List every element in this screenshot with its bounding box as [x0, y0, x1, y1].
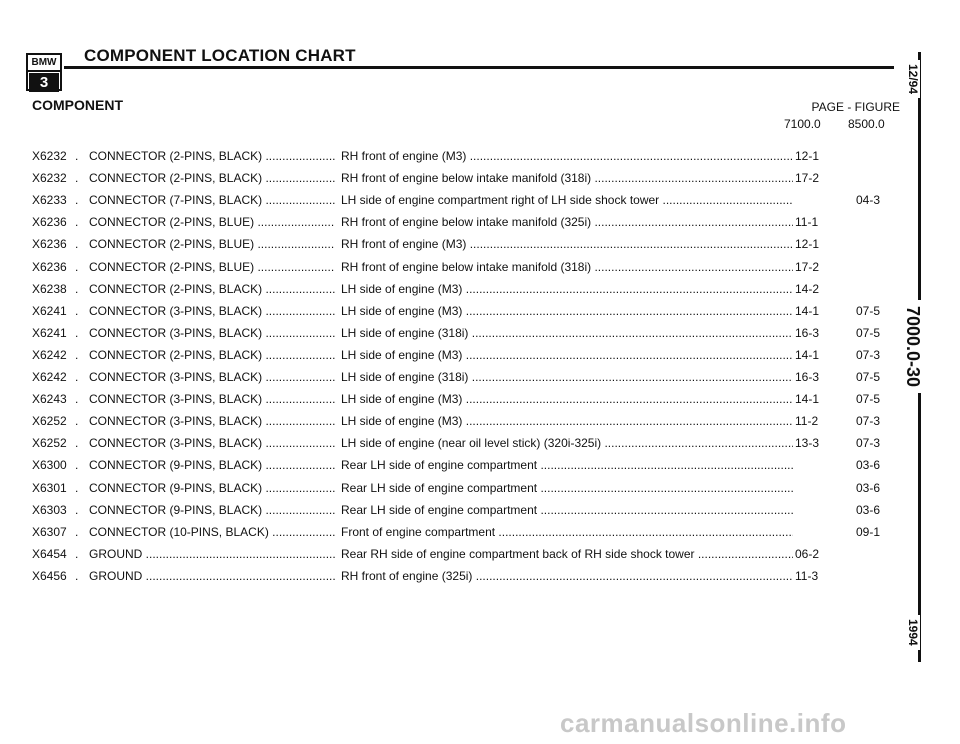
component-name: CONNECTOR (3-PINS, BLACK) ..... [89, 300, 335, 322]
component-id: X6232 [32, 149, 67, 163]
component-name: CONNECTOR (2-PINS, BLUE) ..... [89, 211, 335, 233]
table-row [0, 565, 900, 587]
separator-dot: . [75, 524, 79, 539]
page-title: COMPONENT LOCATION CHART [84, 46, 356, 65]
component-location: RH front of engine (M3) ..... [341, 145, 793, 167]
component-location: RH front of engine below intake manifold (318i) ..... [341, 256, 793, 278]
component-id: X6303 [32, 502, 67, 517]
component-id: X6252 [32, 436, 67, 451]
figure-number: 03-6 [856, 458, 881, 473]
component-name: CONNECTOR (2-PINS, BLACK) ..... [89, 167, 335, 189]
component-id: X6301 [32, 480, 67, 495]
separator-dot: . [75, 414, 79, 429]
component-name: CONNECTOR (3-PINS, BLACK) ..... [89, 366, 335, 388]
figure-number: 03-6 [856, 502, 881, 517]
component-name: CONNECTOR (2-PINS, BLUE) ..... [89, 233, 335, 255]
page-number: 14-1 [795, 388, 831, 410]
page-number: 12-1 [795, 233, 831, 255]
separator-dot: . [75, 502, 79, 517]
side-year: 1994 [906, 615, 920, 650]
component-location: LH side of engine (M3) ..... [341, 344, 793, 366]
table-row [0, 189, 900, 211]
component-name: CONNECTOR (10-PINS, BLACK) ..... [89, 521, 335, 543]
component-id: X6454 [32, 546, 67, 561]
table-row [0, 322, 900, 344]
separator-dot: . [75, 436, 79, 451]
component-name: CONNECTOR (2-PINS, BLACK) ..... [89, 145, 335, 167]
page-number: 11-3 [795, 565, 831, 587]
component-location: RH front of engine (M3) ..... [341, 233, 793, 255]
component-name: CONNECTOR (3-PINS, BLACK) ..... [89, 322, 335, 344]
component-location: RH front of engine below intake manifold (325i) ..... [341, 211, 793, 233]
component-location: LH side of engine (near oil level stick) (320i-325i) ..... [341, 432, 793, 454]
component-id: X6300 [32, 458, 67, 473]
page-number: 13-3 [795, 432, 831, 454]
component-location: LH side of engine (318i) ..... [341, 366, 793, 388]
component-id: X6233 [32, 193, 67, 208]
page-number: 11-2 [795, 410, 831, 432]
component-name: CONNECTOR (9-PINS, BLACK) ..... [89, 477, 335, 499]
table-row [0, 388, 900, 410]
page-number: 16-3 [795, 322, 831, 344]
component-id: X6232 [32, 171, 67, 186]
page-reference: 7100.0 [784, 117, 821, 131]
page-number: 14-1 [795, 300, 831, 322]
page-number: 12-1 [795, 145, 831, 167]
component-location: RH front of engine (325i) ..... [341, 565, 793, 587]
component-id: X6236 [32, 259, 67, 274]
table-row [0, 344, 900, 366]
component-location: RH front of engine below intake manifold (318i) ..... [341, 167, 793, 189]
component-location: LH side of engine (318i) ..... [341, 322, 793, 344]
component-location: Rear LH side of engine compartment ..... [341, 499, 793, 521]
logo-brand: BMW [28, 55, 60, 72]
figure-number: 09-1 [856, 524, 881, 539]
figure-number: 04-3 [856, 193, 881, 208]
separator-dot: . [75, 458, 79, 473]
table-row [0, 543, 900, 565]
component-name: GROUND ..... [89, 543, 335, 565]
separator-dot: . [75, 193, 79, 208]
table-row [0, 278, 900, 300]
component-location: Rear RH side of engine compartment back of RH side shock tower ..... [341, 543, 793, 565]
table-row [0, 167, 900, 189]
component-location: Front of engine compartment ..... [341, 521, 793, 543]
side-page-code: 7000.0-30 [902, 300, 923, 393]
table-row [0, 300, 900, 322]
component-id: X6236 [32, 215, 67, 230]
separator-dot: . [75, 392, 79, 407]
component-name: CONNECTOR (2-PINS, BLUE) ..... [89, 256, 335, 278]
side-date: 12/94 [906, 60, 920, 98]
component-location: Rear LH side of engine compartment ..... [341, 477, 793, 499]
separator-dot: . [75, 237, 79, 252]
separator-dot: . [75, 568, 79, 583]
separator-dot: . [75, 303, 79, 318]
component-id: X6242 [32, 347, 67, 362]
component-id: X6456 [32, 568, 67, 583]
table-row [0, 256, 900, 278]
watermark: carmanualsonline.info [560, 708, 847, 738]
separator-dot: . [75, 370, 79, 384]
component-location: LH side of engine (M3) ..... [341, 278, 793, 300]
separator-dot: . [75, 215, 79, 230]
separator-dot: . [75, 149, 79, 163]
table-row [0, 454, 900, 476]
component-name: CONNECTOR (9-PINS, BLACK) ..... [89, 499, 335, 521]
component-location: Rear LH side of engine compartment ..... [341, 454, 793, 476]
table-row [0, 521, 900, 543]
component-name: CONNECTOR (3-PINS, BLACK) ..... [89, 432, 335, 454]
component-name: GROUND ..... [89, 565, 335, 587]
component-column-header: COMPONENT [32, 97, 123, 113]
component-location: LH side of engine (M3) ..... [341, 388, 793, 410]
component-location: LH side of engine (M3) ..... [341, 410, 793, 432]
component-location: LH side of engine (M3) ..... [341, 300, 793, 322]
table-row [0, 432, 900, 454]
component-id: X6252 [32, 414, 67, 429]
separator-dot: . [75, 546, 79, 561]
table-row [0, 145, 900, 167]
page-number: 14-2 [795, 278, 831, 300]
table-row [0, 366, 900, 388]
separator-dot: . [75, 171, 79, 186]
table-row [0, 499, 900, 521]
page-figure-header: PAGE - FIGURE [811, 100, 900, 114]
page-number: 11-1 [795, 211, 831, 233]
page-number: 17-2 [795, 256, 831, 278]
separator-dot: . [75, 347, 79, 362]
table-row [0, 233, 900, 255]
figure-number: 07-3 [856, 436, 881, 451]
component-name: CONNECTOR (3-PINS, BLACK) ..... [89, 388, 335, 410]
component-id: X6243 [32, 392, 67, 407]
logo-series: 3 [29, 73, 59, 92]
component-name: CONNECTOR (3-PINS, BLACK) ..... [89, 410, 335, 432]
figure-reference: 8500.0 [848, 117, 885, 131]
table-row [0, 477, 900, 499]
component-name: CONNECTOR (9-PINS, BLACK) ..... [89, 454, 335, 476]
figure-number: 03-6 [856, 480, 881, 495]
page-number: 06-2 [795, 543, 831, 565]
page-number: 16-3 [795, 366, 831, 388]
separator-dot: . [75, 259, 79, 274]
component-location: LH side of engine compartment right of LH side shock tower ..... [341, 189, 793, 211]
title-rule [64, 66, 894, 69]
page-number: 17-2 [795, 167, 831, 189]
component-id: X6238 [32, 281, 67, 296]
table-row [0, 211, 900, 233]
figure-number: 07-3 [856, 347, 881, 362]
component-name: CONNECTOR (7-PINS, BLACK) ..... [89, 189, 335, 211]
figure-number: 07-5 [856, 370, 881, 384]
bmw-logo [26, 53, 62, 91]
separator-dot: . [75, 281, 79, 296]
component-id: X6236 [32, 237, 67, 252]
page-number: 14-1 [795, 344, 831, 366]
component-id: X6241 [32, 303, 67, 318]
figure-number: 07-5 [856, 303, 881, 318]
component-name: CONNECTOR (2-PINS, BLACK) ..... [89, 344, 335, 366]
component-name: CONNECTOR (2-PINS, BLACK) ..... [89, 278, 335, 300]
component-id: X6241 [32, 325, 67, 340]
component-id: X6307 [32, 524, 67, 539]
figure-number: 07-3 [856, 414, 881, 429]
figure-number: 07-5 [856, 325, 881, 340]
figure-number: 07-5 [856, 392, 881, 407]
table-row [0, 410, 900, 432]
component-id: X6242 [32, 370, 67, 384]
separator-dot: . [75, 325, 79, 340]
separator-dot: . [75, 480, 79, 495]
